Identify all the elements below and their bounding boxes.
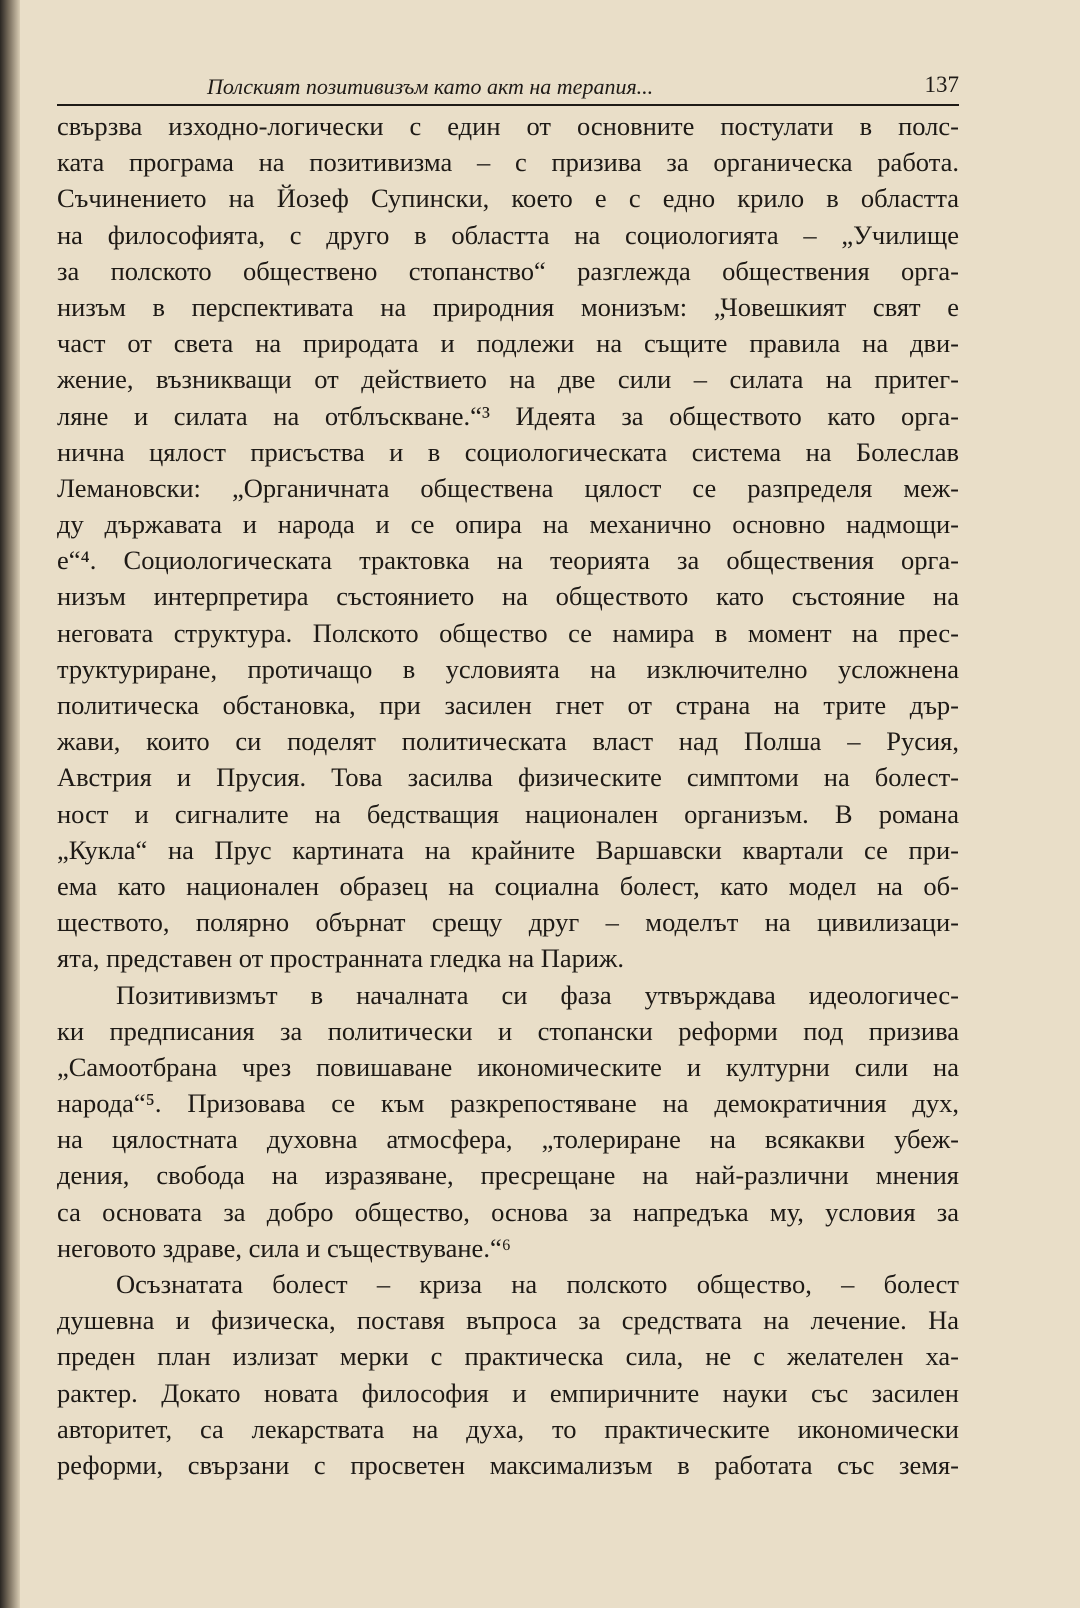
text-line: ществото, полярно обърнат срещу друг – моделът на цивилизаци- xyxy=(57,907,959,938)
running-title: Полският позитивизъм като акт на терапия... xyxy=(207,74,654,99)
text-line: народа“⁵. Призовава се към разкрепостяване на демократичния дух, xyxy=(57,1088,959,1119)
text-line: душевна и физическа, поставя въпроса за средствата на лечение. На xyxy=(57,1305,959,1336)
text-line: низъм интерпретира състоянието на обществото като състояние на xyxy=(57,581,959,612)
paragraph-first-line: Позитивизмът в началната си фаза утвърждава идеологичес- xyxy=(116,979,959,1010)
text-line: за полското обществено стопанство“ разглежда обществения орга- xyxy=(57,255,959,286)
text-line: на философията, с друго в областта на социологията – „Училище xyxy=(57,219,959,250)
text-line: е“⁴. Социологическата трактовка на теорията за обществения орга- xyxy=(57,545,959,576)
text-line: „Самоотбрана чрез повишаване икономическите и културни сили на xyxy=(57,1051,959,1082)
text-line: ката програма на позитивизма – с призива за органическа работа. xyxy=(57,147,959,178)
text-line: част от света на природата и подлежи на същите правила на дви- xyxy=(57,328,959,359)
text-line: дения, свобода на изразяване, пресрещане на най-различни мнения xyxy=(57,1160,959,1191)
text-line: ду държавата и народа и се опира на механично основно надмощи- xyxy=(57,509,959,540)
text-line: са основата за добро общество, основа за напредъка му, условия за xyxy=(57,1196,959,1227)
text-line: рактер. Докато новата философия и емпиричните науки със засилен xyxy=(57,1377,959,1408)
text-line: политическа обстановка, при засилен гнет от страна на трите дър- xyxy=(57,690,959,720)
text-line: ляне и силата на отблъскване.“³ Идеята за обществото като орга- xyxy=(57,400,959,431)
text-line: ема като национален образец на социална болест, като модел на об- xyxy=(57,870,959,901)
text-line: низъм в перспективата на природния монизъм: „Човешкият свят е xyxy=(57,291,959,322)
text-line: авторитет, са лекарствата на духа, то практическите икономически xyxy=(57,1413,959,1444)
text-line: жение, възникващи от действието на две сили – силата на притег- xyxy=(57,364,959,395)
book-binding-edge xyxy=(0,0,20,1608)
text-line: ност и сигналите на бедстващия национален организъм. В романа xyxy=(57,798,959,829)
paragraph-end-line: неговото здраве, сила и съществуване.“⁶ xyxy=(57,1232,511,1263)
body-text xyxy=(57,108,959,1483)
text-line: на цялостната духовна атмосфера, „толериране на всякакви убеж- xyxy=(57,1124,959,1155)
text-line: Съчинението на Йозеф Супински, което е с едно крило в областта xyxy=(57,183,959,214)
page-number: 137 xyxy=(924,72,959,97)
paragraph-end-line: ята, представен от пространната гледка на Париж. xyxy=(57,943,624,974)
text-line: свързва изходно-логически с един от основните постулати в полс- xyxy=(57,111,959,141)
text-line: „Кукла“ на Прус картината на крайните Варшавски квартали се при- xyxy=(57,834,959,865)
book-page xyxy=(57,70,959,1483)
text-line: неговата структура. Полското общество се намира в момент на прес- xyxy=(57,617,959,648)
text-line: Австрия и Прусия. Това засилва физическите симптоми на болест- xyxy=(57,762,959,793)
text-line: преден план излизат мерки с практическа сила, не с желателен ха- xyxy=(57,1341,959,1372)
text-line: ки предписания за политически и стопански реформи под призива xyxy=(57,1015,959,1046)
running-header xyxy=(57,70,959,106)
text-line: труктуриране, протичащо в условията на изключително усложнена xyxy=(57,653,959,684)
text-line: реформи, свързани с просветен максимализъм в работата със земя- xyxy=(57,1449,959,1480)
text-line: Леманoвски: „Органичната обществена цялост се разпределя меж- xyxy=(57,472,959,503)
paragraph-first-line: Осъзнатата болест – криза на полското общество, – болест xyxy=(116,1269,959,1299)
text-line: жави, които си поделят политическата власт над Полша – Русия, xyxy=(57,726,959,757)
text-line: нична цялост присъства и в социологическата система на Болеслав xyxy=(57,436,959,467)
